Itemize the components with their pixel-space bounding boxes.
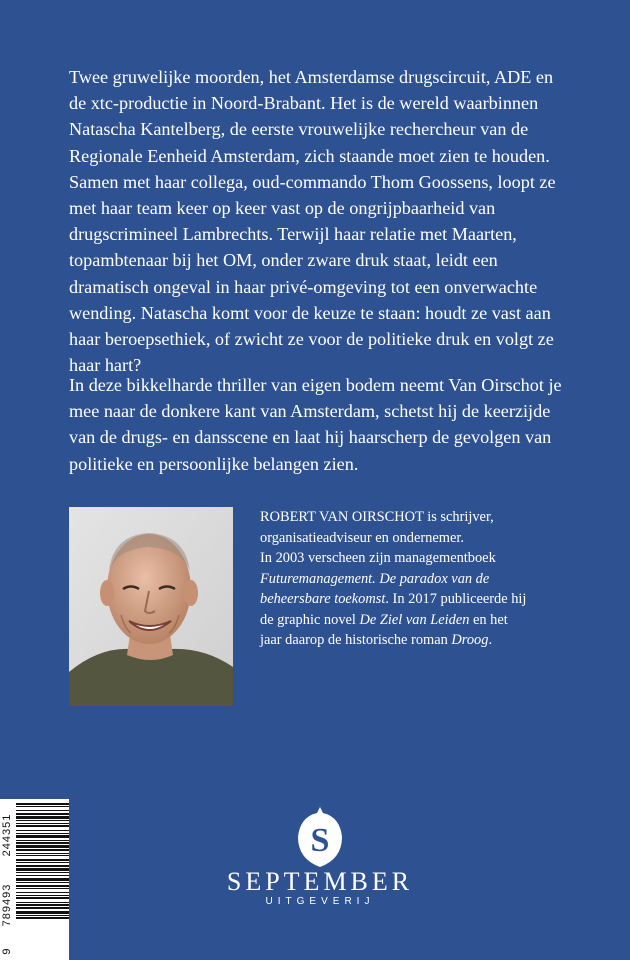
barcode-bar bbox=[16, 833, 69, 834]
barcode-bar bbox=[16, 885, 69, 887]
blurb-paragraph-2: In deze bikkelharde thriller van eigen bodem neemt Van Oirschot je mee naar de donkere kant van Amsterdam, schetst hij de keerzijde van de drugs- en dansscene en laat hij haarscherp de gevolgen van politieke en persoonlijke belangen zien. bbox=[69, 375, 562, 474]
publisher-subtitle: UITGEVERIJ bbox=[265, 896, 375, 907]
barcode-bar bbox=[16, 803, 69, 805]
bio-line-7 bbox=[260, 630, 560, 651]
author-photo bbox=[69, 507, 233, 706]
barcode-bar bbox=[16, 865, 69, 867]
barcode-bar bbox=[16, 892, 69, 893]
barcode-bar bbox=[16, 915, 69, 916]
isbn-barcode bbox=[0, 799, 69, 960]
barcode-bar bbox=[16, 882, 69, 883]
bio-line-5 bbox=[260, 589, 560, 610]
barcode-bar bbox=[16, 875, 69, 876]
barcode-bar bbox=[16, 895, 69, 896]
barcode-digits-group-1: 789493 bbox=[1, 883, 13, 927]
barcode-bar bbox=[16, 868, 69, 871]
bio-line-1: ROBERT VAN OIRSCHOT is schrijver, bbox=[260, 509, 494, 525]
barcode-bar bbox=[16, 830, 69, 831]
barcode-digits bbox=[0, 799, 14, 960]
bio-line-4 bbox=[260, 569, 560, 590]
barcode-bar bbox=[16, 917, 69, 919]
barcode-bar bbox=[16, 902, 69, 903]
barcode-bar bbox=[16, 849, 69, 851]
barcode-bar bbox=[16, 911, 69, 914]
barcode-bar bbox=[16, 806, 69, 807]
bio-line-6-head: de graphic novel bbox=[260, 611, 360, 628]
barcode-bar bbox=[16, 840, 69, 841]
bio-line-5-tail: . In 2017 publiceerde hij bbox=[385, 591, 527, 607]
barcode-bar bbox=[16, 810, 69, 811]
barcode-bar bbox=[16, 888, 69, 889]
barcode-bar bbox=[16, 853, 69, 854]
barcode-bar bbox=[16, 825, 69, 827]
publisher-name: SEPTEMBER bbox=[226, 867, 414, 896]
september-logo-icon bbox=[296, 807, 344, 867]
bio-line-3: In 2003 verscheen zijn managementboek bbox=[260, 550, 496, 566]
barcode-bar bbox=[16, 842, 69, 844]
barcode-bar bbox=[16, 835, 69, 838]
bio-line-2: organisatieadviseur en ondernemer. bbox=[260, 529, 464, 546]
book-title-futuremanagement: Futuremanagement. De paradox van de bbox=[260, 570, 490, 587]
author-portrait-image bbox=[69, 507, 233, 706]
bio-line-7-tail: . bbox=[488, 632, 493, 648]
book-subtitle-futuremanagement: beheersbare toekomst bbox=[260, 591, 386, 607]
blurb-paragraph-1: Twee gruwelijke moorden, het Amsterdamse drugscircuit, ADE en de xtc-productie in Noord-Brabant. Het is de wereld waarbinnen Natascha Kantelberg, de eerste vrouwelijke rechercheur van de Regionale Eenheid Amsterdam, zich staande moet zien te houden. Samen met haar collega, oud-commando Thom Goossens, loopt ze met haar team keer op keer vast op de ongrijpbaarheid van drugscrimineel Lambrechts. Terwijl haar relatie met Maarten, topambtenaar bij het OM, onder zware druk staat, leidt een dramatisch ongeval in haar privé-omgeving tot een onverwachte wending. Natascha komt voor de keuze te staan: houdt ze vast aan haar beroepsethiek, of zwicht ze voor de politieke druk en volgt ze haar hart? bbox=[69, 67, 556, 376]
barcode-bar bbox=[16, 823, 69, 824]
barcode-bar bbox=[16, 813, 69, 815]
barcode-bar bbox=[16, 907, 69, 909]
barcode-bar bbox=[16, 878, 69, 881]
barcode-bar bbox=[16, 855, 69, 856]
author-bio bbox=[260, 507, 560, 651]
barcode-bar bbox=[16, 872, 69, 873]
barcode-bar bbox=[16, 897, 69, 899]
barcode-bar bbox=[16, 862, 69, 863]
bio-line-7-head: jaar daarop de historische roman bbox=[260, 632, 452, 648]
bio-line-6-tail: en het bbox=[469, 611, 508, 628]
book-title-droog: Droog bbox=[451, 632, 489, 648]
logo-letter: S bbox=[310, 822, 330, 859]
barcode-digit-first: 9 bbox=[1, 947, 13, 955]
bio-line-6 bbox=[260, 610, 560, 631]
barcode-bar bbox=[16, 820, 69, 821]
book-title-de-ziel-van-leiden: De Ziel van Leiden bbox=[359, 611, 470, 628]
barcode-bar bbox=[16, 904, 69, 906]
barcode-bar bbox=[16, 859, 69, 861]
barcode-bar bbox=[16, 816, 69, 819]
barcode-bar bbox=[16, 845, 69, 848]
barcode-digits-group-2: 244351 bbox=[1, 813, 13, 857]
